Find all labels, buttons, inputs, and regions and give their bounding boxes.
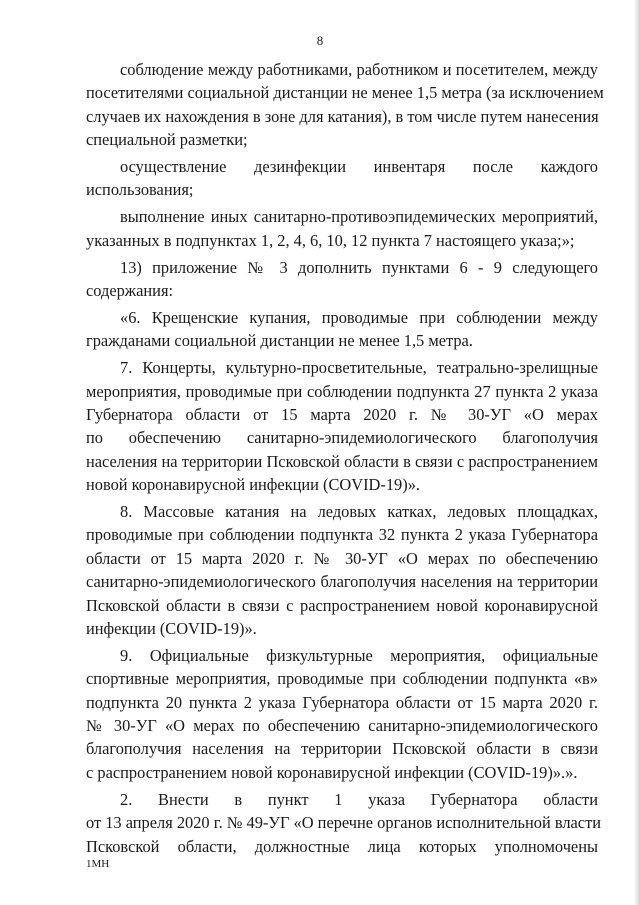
text-line: соблюдение между работниками, работником и посетителем, между	[120, 60, 598, 79]
text-line: Псковской области в связи с распространением новой коронавирусной	[86, 595, 598, 615]
text-line: случаев их нахождения в зоне для катания), в том числе путем нанесения	[86, 106, 599, 126]
text-line: новой коронавирусной инфекции (COVID-19)».	[86, 475, 420, 495]
text-line: содержания:	[86, 281, 174, 301]
text-line: подпункта 20 пункта 2 указа Губернатора области от 15 марта 2020 г.	[86, 692, 598, 712]
paragraph	[86, 155, 598, 202]
footer-mark: 1МН	[86, 858, 110, 870]
text-line: 2. Внести в пункт 1 указа Губернатора области	[120, 789, 598, 809]
paragraph	[86, 356, 598, 496]
text-line: проводимые при соблюдении подпункта 32 пункта 2 указа Губернатора	[86, 525, 598, 545]
text-line: мероприятия, проводимые при соблюдении подпункта 27 пункта 2 указа	[86, 381, 598, 401]
text-line: «6. Крещенские купания, проводимые при соблюдении между	[120, 307, 598, 327]
text-line: Губернатора области от 15 марта 2020 г. № 30-УГ «О мерах	[86, 404, 598, 424]
paragraph	[86, 788, 602, 858]
text-line: населения на территории Псковской области в связи с распространением	[86, 451, 598, 471]
text-line: 7. Концерты, культурно-просветительные, театрально-зрелищные	[120, 358, 598, 378]
text-line: 8. Массовые катания на ледовых катках, ледовых площадках,	[120, 502, 598, 522]
text-line: гражданами социальной дистанции не менее 1,5 метра.	[86, 331, 473, 351]
paragraph	[86, 205, 598, 252]
text-line: 13) приложение № 3 дополнить пунктами 6 - 9 следующего	[120, 257, 598, 277]
text-line: выполнение иных санитарно-противоэпидемических мероприятий,	[120, 207, 598, 227]
text-line: от 13 апреля 2020 г. № 49-УГ «О перечне органов исполнительной власти	[86, 813, 602, 833]
paragraph	[86, 256, 598, 303]
text-line: спортивные мероприятия, проводимые при соблюдении подпункта «в»	[86, 669, 598, 689]
text-line: осуществление дезинфекции инвентаря после каждого	[120, 157, 598, 177]
document-body	[86, 58, 604, 858]
paragraph	[86, 500, 598, 640]
text-line: благополучия населения на территории Псковской области в связи	[86, 739, 598, 759]
text-line: 9. Официальные физкультурные мероприятия, официальные	[120, 645, 598, 665]
paragraph	[86, 58, 604, 152]
page-edge-shadow	[634, 0, 640, 905]
text-line: области от 15 марта 2020 г. № 30-УГ «О мерах по обеспечению	[86, 548, 598, 568]
text-line: № 30-УГ «О мерах по обеспечению санитарно-эпидемиологического	[86, 716, 598, 736]
text-line: специальной разметки;	[86, 130, 248, 150]
paragraph	[86, 644, 598, 784]
text-line: указанных в подпунктах 1, 2, 4, 6, 10, 12 пункта 7 настоящего указа;»;	[86, 230, 575, 250]
text-line: санитарно-эпидемиологического благополучия населения на территории	[86, 572, 598, 592]
text-line: посетителями социальной дистанции не менее 1,5 метра (за исключением	[86, 83, 604, 103]
text-line: с распространением новой коронавирусной инфекции (COVID-19)».».	[86, 762, 578, 782]
text-line: Псковской области, должностные лица которых уполномочены	[86, 836, 598, 856]
text-line: использования;	[86, 180, 194, 200]
text-line: инфекции (COVID-19)».	[86, 618, 257, 638]
text-line: по обеспечению санитарно-эпидемиологического благополучия	[86, 428, 598, 448]
paragraph	[86, 306, 598, 353]
page-number: 8	[316, 33, 324, 48]
